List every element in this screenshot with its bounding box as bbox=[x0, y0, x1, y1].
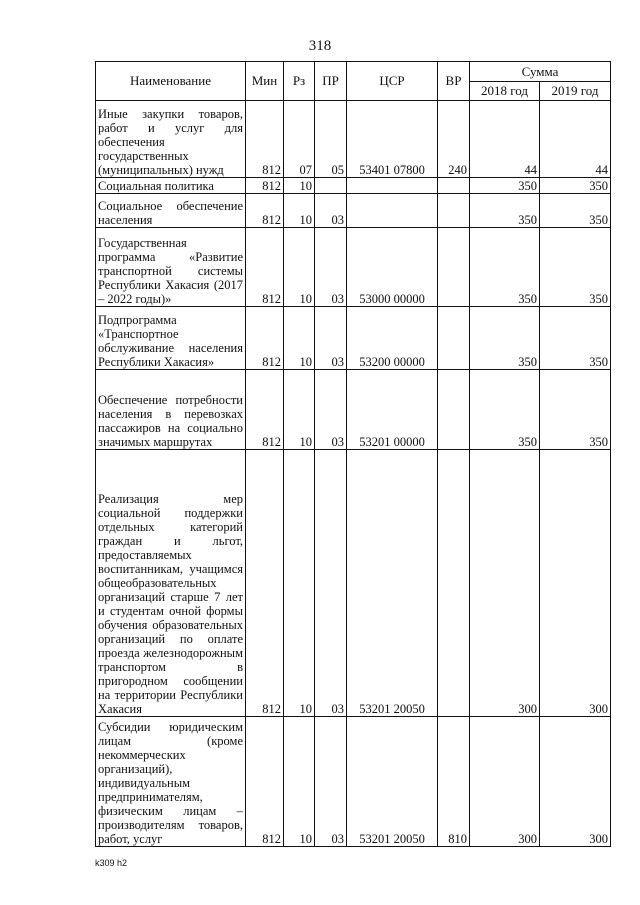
row-vr: 810 bbox=[438, 717, 470, 847]
row-sum-2018: 350 bbox=[470, 178, 540, 194]
row-min: 812 bbox=[246, 228, 284, 307]
row-sum-2018: 300 bbox=[470, 450, 540, 717]
table-row bbox=[96, 370, 611, 450]
row-min: 812 bbox=[246, 370, 284, 450]
header-year-2019: 2019 год bbox=[540, 82, 611, 101]
row-vr bbox=[438, 194, 470, 228]
row-csr: 53201 00000 bbox=[347, 370, 438, 450]
row-name: Субсидии юридическим лицам (кроме некоммерческих организаций), индивидуальным предпринимателям, физическим лицам – производителям товаров, работ, услуг bbox=[96, 717, 246, 847]
row-name: Социальное обеспечение населения bbox=[96, 194, 246, 228]
table-row bbox=[96, 178, 611, 194]
row-min: 812 bbox=[246, 178, 284, 194]
row-sum-2018: 350 bbox=[470, 307, 540, 370]
row-pr: 03 bbox=[315, 717, 347, 847]
row-rz: 10 bbox=[284, 450, 315, 717]
table-row bbox=[96, 717, 611, 847]
row-min: 812 bbox=[246, 717, 284, 847]
row-csr: 53200 00000 bbox=[347, 307, 438, 370]
header-min: Мин bbox=[246, 62, 284, 101]
page-number: 318 bbox=[308, 38, 332, 54]
row-name: Иные закупки товаров, работ и услуг для обеспечения государственных (муниципальных) нужд bbox=[96, 101, 246, 178]
row-sum-2018: 350 bbox=[470, 370, 540, 450]
row-sum-2018: 350 bbox=[470, 194, 540, 228]
table-row bbox=[96, 450, 611, 717]
row-rz: 10 bbox=[284, 307, 315, 370]
row-csr bbox=[347, 194, 438, 228]
row-pr: 03 bbox=[315, 370, 347, 450]
row-name: Обеспечение потребности населения в перевозках пассажиров на социально значимых маршрутах bbox=[96, 370, 246, 450]
row-sum-2019: 350 bbox=[540, 228, 611, 307]
row-min: 812 bbox=[246, 194, 284, 228]
row-sum-2018: 350 bbox=[470, 228, 540, 307]
row-sum-2018: 300 bbox=[470, 717, 540, 847]
row-csr: 53201 20050 bbox=[347, 450, 438, 717]
table-row bbox=[96, 194, 611, 228]
row-rz: 10 bbox=[284, 194, 315, 228]
row-vr bbox=[438, 307, 470, 370]
row-vr bbox=[438, 370, 470, 450]
row-pr: 03 bbox=[315, 307, 347, 370]
header-rz: Рз bbox=[284, 62, 315, 101]
budget-table bbox=[95, 61, 611, 847]
row-name: Социальная политика bbox=[96, 178, 246, 194]
row-vr bbox=[438, 228, 470, 307]
row-pr bbox=[315, 178, 347, 194]
row-csr: 53000 00000 bbox=[347, 228, 438, 307]
table-row bbox=[96, 101, 611, 178]
row-pr: 03 bbox=[315, 228, 347, 307]
row-sum-2019: 350 bbox=[540, 178, 611, 194]
row-min: 812 bbox=[246, 450, 284, 717]
row-sum-2019: 350 bbox=[540, 370, 611, 450]
row-sum-2019: 350 bbox=[540, 307, 611, 370]
row-vr bbox=[438, 450, 470, 717]
row-pr: 03 bbox=[315, 450, 347, 717]
row-csr bbox=[347, 178, 438, 194]
row-sum-2019: 300 bbox=[540, 717, 611, 847]
row-rz: 10 bbox=[284, 717, 315, 847]
header-vr: ВР bbox=[438, 62, 470, 101]
header-year-2018: 2018 год bbox=[470, 82, 540, 101]
row-pr: 03 bbox=[315, 194, 347, 228]
row-pr: 05 bbox=[315, 101, 347, 178]
table-row bbox=[96, 307, 611, 370]
row-name: Подпрограмма «Транспортное обслуживание населения Республики Хакасия» bbox=[96, 307, 246, 370]
row-min: 812 bbox=[246, 307, 284, 370]
row-vr bbox=[438, 178, 470, 194]
row-min: 812 bbox=[246, 101, 284, 178]
row-rz: 10 bbox=[284, 178, 315, 194]
row-rz: 10 bbox=[284, 228, 315, 307]
row-name: Реализация мер социальной поддержки отдельных категорий граждан и льгот, предоставляемых воспитанникам, учащимся общеобразовательных организаций старше 7 лет и студентам очной формы обучения образовательных организаций по оплате проезда железнодорожным транспортом в пригородном сообщении на территории Республики Хакасия bbox=[96, 450, 246, 717]
row-csr: 53201 20050 bbox=[347, 717, 438, 847]
table-row bbox=[96, 228, 611, 307]
row-name: Государственная программа «Развитие транспортной системы Республики Хакасия (2017 – 2022 годы)» bbox=[96, 228, 246, 307]
row-sum-2019: 300 bbox=[540, 450, 611, 717]
row-vr: 240 bbox=[438, 101, 470, 178]
row-sum-2018: 44 bbox=[470, 101, 540, 178]
header-csr: ЦСР bbox=[347, 62, 438, 101]
row-csr: 53401 07800 bbox=[347, 101, 438, 178]
row-rz: 07 bbox=[284, 101, 315, 178]
header-pr: ПР bbox=[315, 62, 347, 101]
row-sum-2019: 350 bbox=[540, 194, 611, 228]
row-sum-2019: 44 bbox=[540, 101, 611, 178]
header-sum: Сумма bbox=[470, 62, 611, 82]
footer-code: k309 h2 bbox=[95, 858, 128, 868]
row-rz: 10 bbox=[284, 370, 315, 450]
header-name: Наименование bbox=[96, 62, 246, 101]
